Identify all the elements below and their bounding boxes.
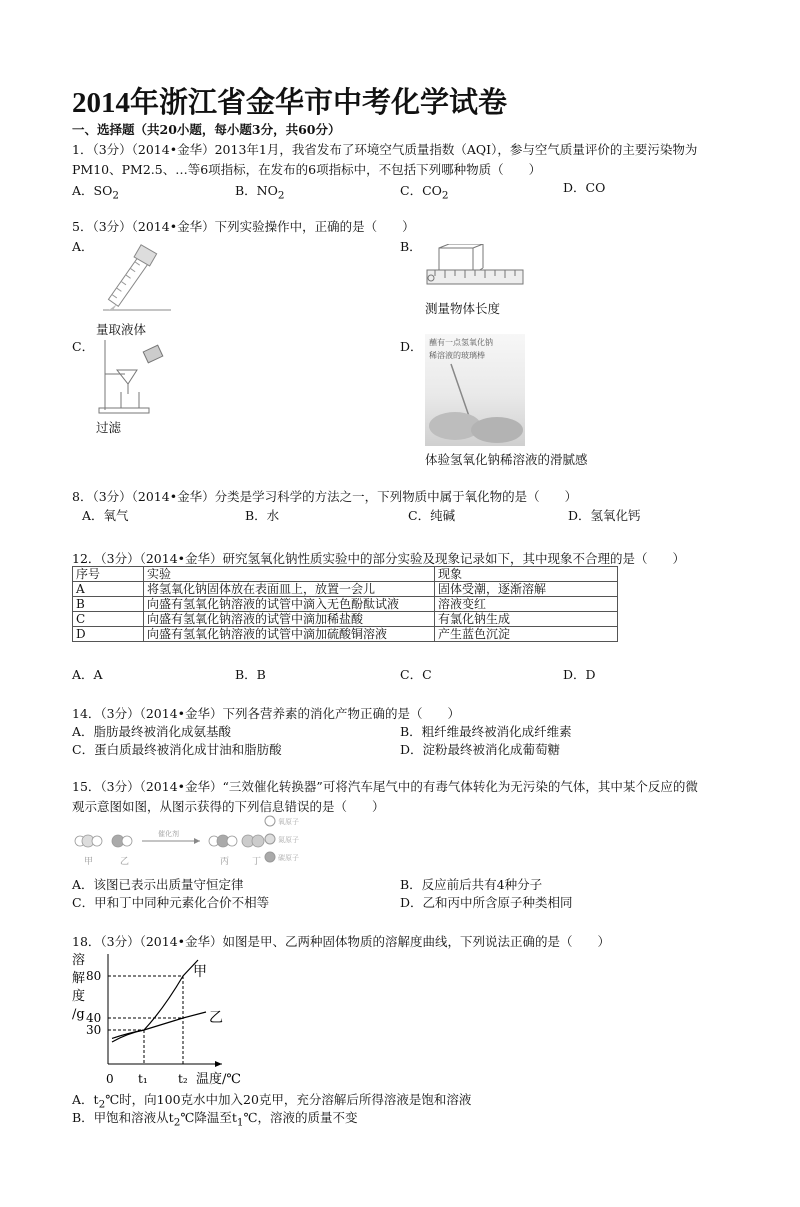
oxygen-atom-legend-icon (265, 816, 275, 826)
series-label-yi: 乙 (209, 1010, 223, 1026)
photo-caption-line1: 蘸有一点氢氧化钠 (429, 338, 493, 347)
q5-a-label: A． (72, 239, 94, 254)
q8-option-b: B．水 (245, 508, 280, 523)
q5-d-label: D． (400, 339, 423, 354)
table-cell: 向盛有氢氧化钠溶液的试管中滴加稀盐酸 (144, 612, 435, 627)
q5-d-caption: 体验氢氧化钠稀溶液的滑腻感 (425, 452, 588, 467)
q5-stem: 5．（3分）（2014•金华）下列实验操作中，正确的是（ ） (72, 219, 415, 234)
nitrogen-atom-legend-icon (265, 834, 275, 844)
q14-option-b: B．粗纤维最终被消化成纤维素 (400, 724, 572, 739)
x-axis-label: 温度/℃ (196, 1072, 241, 1087)
q12-option-a: A．A (72, 667, 103, 682)
series-label-jia: 甲 (193, 964, 207, 980)
reactant-label-yi: 乙 (120, 857, 130, 867)
ruler-figure (425, 244, 525, 292)
q8-option-d: D．氢氧化钙 (568, 508, 641, 523)
q14-stem: 14．（3分）（2014•金华）下列各营养素的消化产物正确的是（ ） (72, 706, 461, 721)
table-cell: 溶液变红 (435, 597, 618, 612)
legend-nitrogen: 氮原子 (278, 836, 299, 844)
q14-option-a: A．脂肪最终被消化成氨基酸 (72, 724, 232, 739)
q5-b-label: B． (400, 239, 422, 254)
q15-line1: 15．（3分）（2014•金华）“三效催化转换器”可将汽车尾气中的有毒气体转化为无污染的气体，其中某个反应的微 (72, 779, 698, 794)
x-tick-label: t₂ (178, 1072, 188, 1086)
table-row (73, 597, 618, 612)
table-header-row (73, 567, 618, 582)
q5-a-caption: 量取液体 (96, 322, 147, 337)
y-label-char: 度 (72, 989, 86, 1004)
table-header-cell: 序号 (73, 567, 144, 582)
q1-option-d: D．CO (563, 180, 606, 195)
q18-option-a: A．$t_2℃$时，向100克水中加入20克甲，充分溶解后所得溶液是饱和溶液 (72, 1092, 472, 1111)
q12-table (72, 566, 618, 642)
reactant-label-jia: 甲 (84, 857, 94, 867)
table-cell: A (73, 582, 144, 597)
q15-option-c: C．甲和丁中同种元素化合价不相等 (72, 895, 270, 910)
table-cell: D (73, 627, 144, 642)
legend-oxygen: 氧原子 (278, 818, 299, 826)
product-label-bing: 丙 (220, 857, 230, 867)
q1-option-a: A．$SO_2$ (72, 183, 119, 202)
table-cell: 向盛有氢氧化钠溶液的试管中滴入无色酚酞试液 (144, 597, 435, 612)
table-row (73, 612, 618, 627)
page-title: 2014年浙江省金华市中考化学试卷 (72, 87, 508, 119)
y-label-char: 解 (72, 971, 86, 986)
q1-option-c: C．$CO_2$ (400, 183, 449, 202)
filtration-figure (95, 336, 175, 416)
table-cell: 有氯化钠生成 (435, 612, 618, 627)
q8-option-c: C．纯碱 (408, 508, 456, 523)
table-row (73, 627, 618, 642)
q1-line2: PM10、PM2.5、…等6项指标，在发布的6项指标中，不包括下列哪种物质（ ） (72, 162, 542, 177)
q15-option-d: D．乙和丙中所含原子种类相同 (400, 895, 573, 910)
table-cell: B (73, 597, 144, 612)
section-heading: 一、选择题（共20小题，每小题3分，共60分） (72, 122, 341, 137)
reaction-diagram (72, 815, 332, 867)
legend-carbon: 碳原子 (278, 854, 299, 862)
q5-c-label: C． (72, 339, 95, 354)
q5-c-caption: 过滤 (96, 420, 122, 435)
table-header-cell: 现象 (435, 567, 618, 582)
hand-photo-figure (425, 334, 525, 446)
q8-stem: 8．（3分）（2014•金华）分类是学习科学的方法之一，下列物质中属于氧化物的是（ ） (72, 489, 578, 504)
table-cell: 将氢氧化钠固体放在表面皿上，放置一会儿 (144, 582, 435, 597)
q18-stem: 18．（3分）（2014•金华）如图是甲、乙两种固体物质的溶解度曲线，下列说法正确的是（ ） (72, 934, 611, 949)
carbon-atom-legend-icon (265, 852, 275, 862)
q15-option-b: B．反应前后共有4种分子 (400, 877, 543, 892)
q12-stem: 12．（3分）（2014•金华）研究氢氧化钠性质实验中的部分实验及现象记录如下，其中现象不合理的是（ ） (72, 551, 686, 566)
q1-line1: 1．（3分）（2014•金华）2013年1月，我省发布了环境空气质量指数（AQI），参与空气质量评价的主要污染物为 (72, 142, 698, 157)
x-axis-arrow-icon (215, 1061, 222, 1067)
product-label-ding: 丁 (252, 857, 262, 867)
table-row (73, 582, 618, 597)
q12-option-b: B．B (235, 667, 266, 682)
q15-option-a: A．该图已表示出质量守恒定律 (72, 877, 244, 892)
q8-option-a: A．氧气 (82, 508, 129, 523)
table-cell: 固体受潮，逐渐溶解 (435, 582, 618, 597)
photo-caption-line2: 稀溶液的玻璃棒 (429, 351, 485, 360)
catalyst-label: 催化剂 (158, 830, 179, 838)
x-tick-label: t₁ (138, 1072, 148, 1086)
y-tick-label: 80 (86, 969, 102, 983)
y-tick-label: 40 (86, 1011, 102, 1025)
q14-option-d: D．淀粉最终被消化成葡萄糖 (400, 742, 561, 757)
series-yi-curve (112, 1012, 206, 1038)
y-label-char: 溶 (72, 953, 86, 968)
q1-option-b: B．$NO_2$ (235, 183, 285, 202)
y-label-char: /g (72, 1007, 85, 1022)
q15-line2: 观示意图如图，从图示获得的下列信息错误的是（ ） (72, 799, 385, 814)
q12-option-d: D．D (563, 667, 596, 682)
q18-option-b: B．甲饱和溶液从$t_2℃$降温至$t_1℃$，溶液的质量不变 (72, 1110, 358, 1129)
table-cell: C (73, 612, 144, 627)
measuring-cylinder-figure (95, 244, 175, 316)
q5-b-caption: 测量物体长度 (425, 301, 501, 316)
x-tick-label: 0 (106, 1072, 114, 1086)
q12-option-c: C．C (400, 667, 432, 682)
y-tick-label: 30 (86, 1023, 102, 1037)
table-header-cell: 实验 (144, 567, 435, 582)
table-cell: 产生蓝色沉淀 (435, 627, 618, 642)
table-cell: 向盛有氢氧化钠溶液的试管中滴加硫酸铜溶液 (144, 627, 435, 642)
q14-option-c: C．蛋白质最终被消化成甘油和脂肪酸 (72, 742, 282, 757)
solubility-chart (72, 950, 252, 1088)
